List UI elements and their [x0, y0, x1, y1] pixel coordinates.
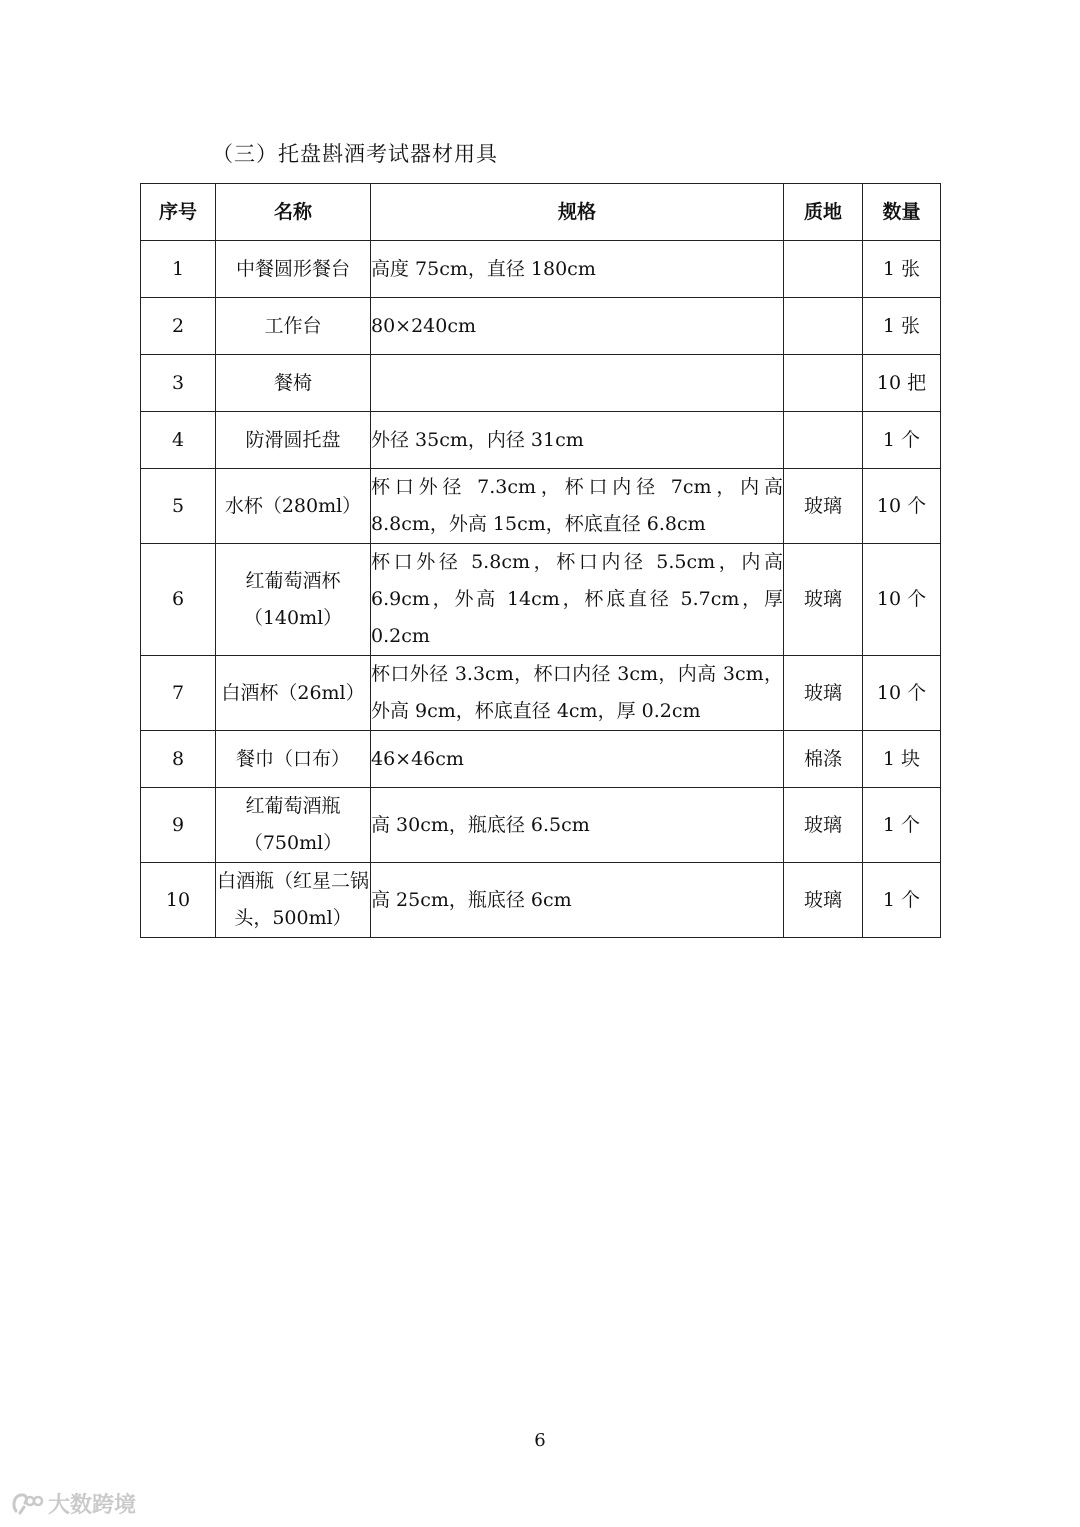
- cell-name: 餐椅: [216, 355, 371, 412]
- table-row: [141, 412, 941, 469]
- cell-no: 10: [141, 863, 216, 938]
- cell-name: 红葡萄酒杯（140ml）: [216, 544, 371, 656]
- cell-no: 5: [141, 469, 216, 544]
- cell-material: [784, 355, 863, 412]
- cell-name: 餐巾（口布）: [216, 731, 371, 788]
- cell-name: 白酒杯（26ml）: [216, 656, 371, 731]
- cell-material: 玻璃: [784, 863, 863, 938]
- cell-material: 玻璃: [784, 469, 863, 544]
- cell-spec: 外径 35cm，内径 31cm: [371, 412, 784, 469]
- cell-spec: 杯口外径 5.8cm，杯口内径 5.5cm，内高 6.9cm，外高 14cm，杯底直径 5.7cm，厚 0.2cm: [371, 544, 784, 656]
- cell-material: [784, 412, 863, 469]
- cell-name: 中餐圆形餐台: [216, 241, 371, 298]
- cell-qty: 10 个: [863, 469, 941, 544]
- cell-no: 1: [141, 241, 216, 298]
- cell-qty: 1 块: [863, 731, 941, 788]
- section-title: （三）托盘斟酒考试器材用具: [212, 142, 498, 166]
- cell-material: 玻璃: [784, 544, 863, 656]
- header-material: 质地: [784, 184, 863, 241]
- cell-spec: 高 25cm，瓶底径 6cm: [371, 863, 784, 938]
- table-row: [141, 469, 941, 544]
- cell-no: 7: [141, 656, 216, 731]
- cell-material: [784, 298, 863, 355]
- table-row: [141, 544, 941, 656]
- table-header-row: [141, 184, 941, 241]
- cell-no: 9: [141, 788, 216, 863]
- cell-qty: 1 个: [863, 788, 941, 863]
- cell-qty: 1 张: [863, 241, 941, 298]
- table-row: [141, 656, 941, 731]
- cell-qty: 10 把: [863, 355, 941, 412]
- cell-material: [784, 241, 863, 298]
- header-spec: 规格: [371, 184, 784, 241]
- cell-spec: 80×240cm: [371, 298, 784, 355]
- cell-qty: 10 个: [863, 544, 941, 656]
- table-row: [141, 731, 941, 788]
- cell-name: 红葡萄酒瓶（750ml）: [216, 788, 371, 863]
- watermark: [10, 1488, 136, 1519]
- page-number: 6: [534, 1430, 546, 1451]
- cell-no: 6: [141, 544, 216, 656]
- cell-no: 2: [141, 298, 216, 355]
- cell-name: 白酒瓶（红星二锅头，500ml）: [216, 863, 371, 938]
- table-row: [141, 863, 941, 938]
- table-row: [141, 241, 941, 298]
- table-row: [141, 355, 941, 412]
- equipment-table: [140, 183, 941, 938]
- cell-spec: 高度 75cm，直径 180cm: [371, 241, 784, 298]
- cell-qty: 1 张: [863, 298, 941, 355]
- cell-no: 8: [141, 731, 216, 788]
- cell-spec: 杯口外径 7.3cm，杯口内径 7cm，内高 8.8cm，外高 15cm，杯底直径 6.8cm: [371, 469, 784, 544]
- cell-no: 4: [141, 412, 216, 469]
- header-no: 序号: [141, 184, 216, 241]
- cell-name: 水杯（280ml）: [216, 469, 371, 544]
- cell-material: 玻璃: [784, 788, 863, 863]
- cell-name: 工作台: [216, 298, 371, 355]
- table-row: [141, 788, 941, 863]
- header-name: 名称: [216, 184, 371, 241]
- cell-qty: 1 个: [863, 412, 941, 469]
- cell-name: 防滑圆托盘: [216, 412, 371, 469]
- cell-spec: 杯口外径 3.3cm，杯口内径 3cm，内高 3cm，外高 9cm，杯底直径 4cm，厚 0.2cm: [371, 656, 784, 731]
- header-qty: 数量: [863, 184, 941, 241]
- table-row: [141, 298, 941, 355]
- cell-no: 3: [141, 355, 216, 412]
- watermark-text: 大数跨境: [48, 1493, 137, 1518]
- brand-logo-icon: [10, 1491, 44, 1517]
- cell-spec: [371, 355, 784, 412]
- cell-spec: 高 30cm，瓶底径 6.5cm: [371, 788, 784, 863]
- cell-material: 棉涤: [784, 731, 863, 788]
- cell-qty: 10 个: [863, 656, 941, 731]
- cell-material: 玻璃: [784, 656, 863, 731]
- cell-spec: 46×46cm: [371, 731, 784, 788]
- cell-qty: 1 个: [863, 863, 941, 938]
